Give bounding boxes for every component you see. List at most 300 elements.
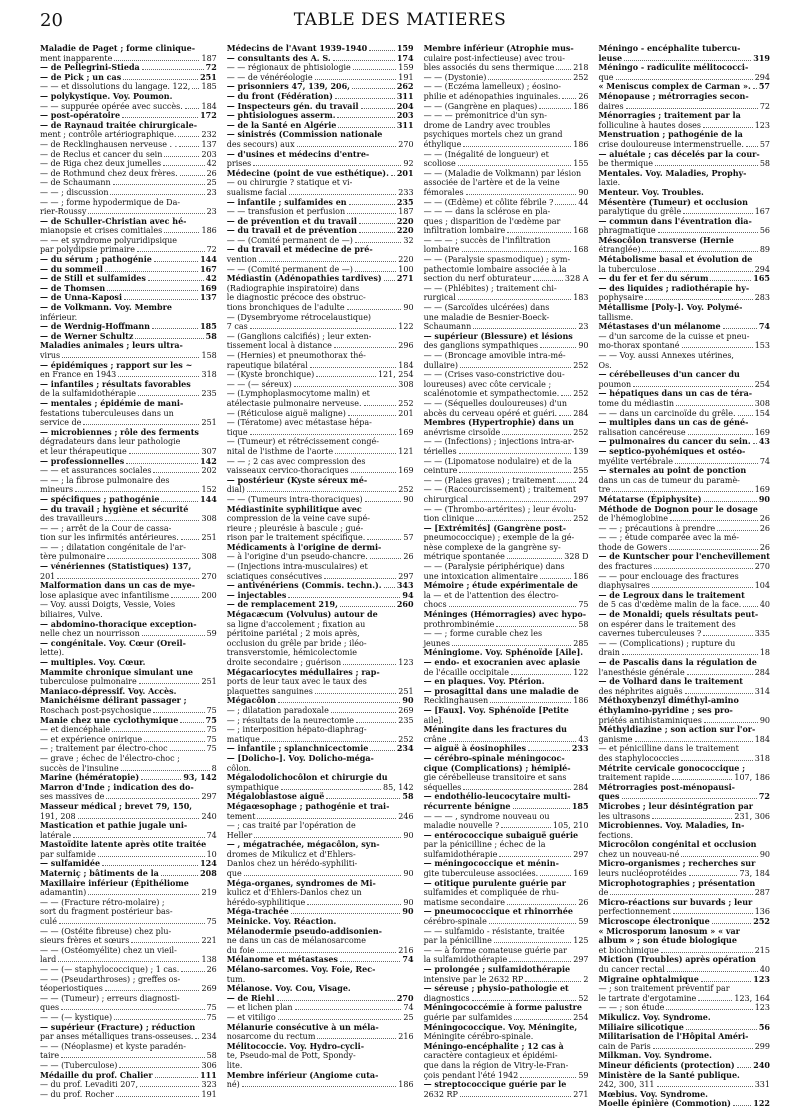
entry-text: paralytique du grêle — [598, 207, 682, 217]
leader-dots — [192, 88, 199, 89]
entry-text: l'anesthésie générale — [598, 667, 685, 677]
index-entry — [424, 907, 589, 917]
index-entry — [40, 840, 217, 850]
leader-dots — [507, 558, 562, 559]
leader-dots — [335, 98, 395, 99]
leader-dots — [137, 251, 205, 252]
entry-text: par la pénicilline ; échec de la — [423, 840, 546, 850]
entry-text: jeunes — [423, 638, 450, 648]
entry-text: et leur thérapeutique — [40, 446, 127, 456]
page-ref: 308 — [201, 514, 217, 524]
index-entry — [599, 1071, 770, 1081]
leader-dots — [489, 923, 577, 924]
entry-text: Militarisation de l'Hôpital Améri- — [598, 1031, 749, 1042]
index-entry — [40, 514, 217, 524]
entry-text: — — ; discussion — [40, 187, 109, 197]
entry-text: — — (— kystique) — [40, 1012, 113, 1022]
entry-text: thode de Gowers — [598, 542, 668, 552]
leader-dots — [642, 251, 757, 252]
entry-text: — épidémiques ; rapport sur les ~ — [40, 359, 193, 370]
entry-text: vention — [226, 255, 257, 265]
entry-text: — et vitiligo — [226, 1012, 276, 1022]
entry-text: Menteur. Voy. Troubles. — [598, 186, 704, 197]
page-ref: 90 — [402, 906, 414, 917]
page-ref: 123 — [398, 658, 414, 667]
entry-text: Mélanome et métastases — [226, 954, 338, 965]
leader-dots — [712, 923, 752, 924]
leader-dots — [723, 328, 757, 329]
entry-text: inférieur. — [40, 312, 78, 322]
leader-dots — [181, 539, 200, 540]
entry-text: — de Monaldi; quels résultats peut- — [598, 609, 759, 620]
leader-dots — [178, 136, 199, 137]
entry-text: — hépatiques dans un cas de téra- — [598, 388, 753, 399]
index-entry — [40, 437, 217, 447]
index-entry — [599, 840, 770, 850]
leader-dots — [624, 60, 751, 61]
index-entry — [599, 620, 770, 630]
page-ref: 270 — [754, 562, 770, 572]
entry-text: une intoxication alimentaire — [423, 571, 538, 581]
entry-text: rier-Roussy — [40, 207, 87, 217]
entry-text: par anses métalliques trans-osseuses. — [40, 1032, 194, 1042]
entry-text: — — (Thrombo-artérites) ; leur évolu- — [423, 504, 577, 514]
page-ref: 74 — [403, 1003, 414, 1013]
leader-dots — [626, 108, 758, 109]
entry-text: Mentales. Voy. Maladies, Prophy- — [598, 167, 747, 178]
leader-dots — [164, 232, 199, 233]
entry-text: Masseur médical ; brevet 79, 150, — [40, 800, 193, 811]
leader-dots — [114, 1019, 204, 1020]
entry-text: Métastases d'un mélanome — [598, 321, 721, 332]
entry-text: — — (Inégalité de longueur) et — [423, 149, 549, 159]
entry-text: — [Extrémités] (Gangrène post- — [423, 522, 567, 533]
entry-text: Métabolisme basal et évolution de — [598, 254, 753, 265]
entry-text: — (Kyste bronchique) — [226, 370, 315, 380]
index-entry — [599, 955, 770, 965]
entry-text: Mastication et pathie jugale uni- — [40, 820, 188, 831]
page-ref: 307 — [201, 446, 217, 456]
entry-text: atélectasie pulmonaire nerveuse. — [226, 398, 362, 408]
leader-dots — [164, 156, 199, 157]
index-entry — [227, 409, 414, 419]
entry-text: — endo- et exocranien avec aplasie — [423, 657, 581, 667]
leader-dots — [131, 942, 199, 943]
entry-text: — sternales au point de ponction — [598, 465, 747, 476]
page-ref: 90 — [578, 341, 589, 351]
index-entry — [424, 812, 589, 822]
index-entry — [424, 255, 589, 265]
page-ref: 125 — [573, 936, 589, 946]
index-entry — [40, 130, 217, 140]
entry-text: Recklinghausen — [423, 696, 489, 706]
index-entry — [424, 552, 589, 562]
index-entry — [40, 121, 217, 131]
page-ref: 26 — [403, 552, 414, 562]
index-entry — [40, 73, 217, 83]
entry-text: Médecins de l'Avant 1939-1940 — [226, 43, 368, 53]
entry-text: — — ; étude comparée avec la mé- — [598, 533, 739, 543]
leader-dots — [105, 520, 199, 521]
entry-text: — (Tumeur) et rétrécissement congé- — [226, 437, 379, 447]
index-entry — [227, 418, 414, 428]
index-entry — [424, 965, 589, 975]
index-entry — [40, 1090, 217, 1100]
leader-dots — [704, 722, 758, 723]
entry-text: — de la Santé en Algérie — [226, 119, 337, 130]
leader-dots — [124, 299, 198, 300]
index-entry — [599, 533, 770, 543]
leader-dots — [349, 204, 395, 205]
entry-text: une maladie de Besnier-Boeck- — [423, 312, 550, 322]
page-ref: 306 — [201, 1060, 217, 1070]
leader-dots — [698, 1000, 732, 1001]
index-entry — [599, 255, 770, 265]
entry-text: Micro-réactions sur buvards ; leur — [598, 896, 753, 907]
page-ref: 297 — [201, 792, 217, 802]
index-entry — [424, 1051, 589, 1061]
page-ref: 165 — [753, 273, 770, 284]
index-entry — [40, 457, 217, 467]
index-entry — [40, 505, 217, 515]
index-entry — [40, 341, 217, 351]
leader-dots — [502, 434, 571, 435]
leader-dots — [278, 702, 401, 703]
page-ref: 72 — [206, 245, 217, 255]
page-ref: 220 — [396, 225, 414, 236]
entry-text: térielles — [423, 446, 457, 456]
entry-text: ques — [598, 791, 620, 802]
page-ref: 58 — [759, 159, 770, 169]
page-ref: 185 — [201, 82, 217, 92]
entry-text: Milkman. Voy. Syndrome. — [598, 1050, 712, 1061]
entry-text: éthylamino-pyridine ; ses pro- — [598, 704, 733, 715]
leader-dots — [675, 463, 758, 464]
index-entry — [227, 1051, 414, 1061]
entry-text: Marine (hémératopie) — [40, 772, 140, 783]
entry-text: — [Faux]. Voy. Sphénoïde [Petite — [423, 704, 569, 715]
page-ref: 26 — [206, 168, 217, 178]
page-ref: 167 — [200, 263, 217, 274]
leader-dots — [710, 280, 751, 281]
entry-text: cavernes tuberculeuses ? — [598, 629, 702, 639]
entry-text: Ménorragies ; traitement par la — [598, 110, 741, 121]
index-entry — [424, 341, 589, 351]
leader-dots — [753, 88, 757, 89]
entry-text: hérédo-syphilitique — [226, 897, 306, 907]
index-entry — [227, 1003, 414, 1013]
leader-dots — [359, 232, 395, 233]
entry-text: lard — [40, 955, 57, 965]
entry-text: diaphysaires — [598, 581, 650, 591]
page-ref: 308 — [398, 379, 414, 389]
leader-dots — [704, 501, 757, 502]
page-ref: 308 — [201, 552, 217, 562]
entry-text: que — [598, 72, 614, 82]
leader-dots — [689, 875, 738, 876]
index-entry — [227, 130, 414, 140]
page-ref: 10 — [206, 849, 217, 859]
entry-text: daires — [598, 101, 624, 111]
leader-dots — [540, 347, 576, 348]
leader-dots — [348, 415, 396, 416]
leader-dots — [635, 741, 753, 742]
entry-text: Menstruation ; pathogénie de la — [598, 129, 743, 140]
index-entry — [40, 140, 217, 150]
index-entry — [227, 677, 414, 687]
page-ref: 231, 306 — [734, 811, 770, 821]
entry-text: Microphotographies ; présentation — [598, 877, 756, 888]
entry-text: Mastoïdite latente après otite traitée — [40, 839, 207, 850]
page-ref: 25 — [403, 1012, 414, 1022]
page-ref: 203 — [201, 149, 217, 159]
entry-text: leurs nucléoprotéides — [598, 869, 687, 879]
leader-dots — [73, 837, 204, 838]
index-entry — [599, 476, 770, 486]
entry-text: Mésocôlon transverse (Hernie — [598, 234, 734, 245]
entry-text: (Radiographie inspiratoire) dans — [226, 283, 360, 293]
leader-dots — [490, 702, 571, 703]
entry-text: Schaumann — [423, 322, 472, 332]
page-ref: 32 — [403, 235, 414, 245]
leader-dots — [513, 808, 570, 809]
page-ref: 40 — [759, 965, 770, 974]
entry-text: traitement rapide — [598, 773, 671, 783]
index-entry — [424, 111, 589, 121]
leader-dots — [673, 913, 753, 914]
entry-text: mo-thorax spontané — [598, 341, 680, 351]
entry-text: — — ; forme hypodermique de Da- — [40, 197, 181, 207]
index-entry — [227, 812, 414, 822]
page-ref: 234 — [396, 743, 414, 754]
index-column — [226, 43, 414, 1090]
leader-dots — [687, 674, 753, 675]
page-ref: 233 — [571, 743, 589, 754]
entry-text: — d'usines et médecins d'entre- — [226, 148, 370, 159]
page-ref: 74 — [206, 830, 217, 840]
entry-text: Médaille du prof. Chalier — [40, 1069, 153, 1080]
entry-text: Marron d'Inde ; indication des do- — [40, 781, 194, 792]
page-number: 20 — [40, 10, 63, 31]
entry-text: éthylique — [423, 139, 462, 149]
entry-text: Métallisme [Poly-]. Voy. Polymé- — [598, 302, 743, 313]
page-ref: 167 — [754, 207, 770, 217]
leader-dots — [449, 606, 577, 607]
entry-text: — — (Raccourcissement) ; traitement — [423, 485, 577, 495]
index-entry — [227, 485, 414, 495]
leader-dots — [476, 520, 571, 521]
page-ref: 252 — [573, 514, 589, 524]
leader-dots — [333, 60, 395, 61]
page-ref: 318 — [201, 370, 217, 380]
page-ref: 235 — [396, 196, 414, 207]
index-entry — [424, 879, 589, 889]
entry-text: latérale — [40, 830, 72, 840]
entry-text: matique — [226, 734, 260, 744]
page-ref: 75 — [206, 1012, 217, 1022]
page-ref: 159 — [396, 43, 414, 53]
leader-dots — [119, 1067, 199, 1068]
index-entry — [227, 351, 414, 361]
leader-dots — [520, 1077, 576, 1078]
index-entry — [40, 226, 217, 236]
entry-text: — — (Eczéma lamelleux) ; éosino- — [423, 82, 561, 92]
entry-text: les ultrasons — [598, 811, 651, 821]
leader-dots — [655, 165, 758, 166]
entry-text: Microbiennes. Voy. Maladies, In- — [598, 820, 745, 831]
page-ref: 57 — [403, 533, 414, 543]
entry-text: 191, 208 — [40, 811, 76, 821]
page-ref: 184 — [754, 734, 770, 744]
index-entry — [227, 505, 414, 515]
index-entry — [227, 361, 414, 371]
index-entry — [40, 1071, 217, 1081]
leader-dots — [509, 961, 571, 962]
index-entry — [424, 505, 589, 515]
page-ref: 169 — [573, 869, 589, 879]
page-ref: 85, 142 — [383, 782, 414, 792]
index-entry — [40, 169, 217, 179]
page-ref: 42 — [206, 159, 217, 169]
page-ref: 216 — [398, 1032, 414, 1042]
entry-text: bles associés du sens thermique — [423, 63, 555, 73]
entry-text: Mammite chronique simulant une — [40, 666, 194, 677]
entry-text: Méthoxybenzyl diméthyl-amino — [598, 695, 739, 706]
index-entry — [40, 524, 217, 534]
index-entry — [424, 658, 589, 668]
entry-text: — et lichen plan — [226, 1003, 293, 1013]
entry-text: — de Still et sulfamides — [40, 273, 146, 284]
index-entry — [227, 668, 414, 678]
index-entry — [424, 524, 589, 534]
page-ref: 121 — [398, 446, 414, 456]
index-entry — [227, 150, 414, 160]
entry-text: Ministère de la Santé publique. — [598, 1069, 740, 1080]
page-ref: 270 — [398, 139, 414, 149]
entry-text: tuberculose pulmonaire — [40, 677, 137, 687]
page-ref: 186 — [573, 696, 589, 706]
page-ref: 240 — [753, 1059, 770, 1070]
entry-text: Mémoire ; étude expérimentale de — [423, 580, 578, 591]
index-entry — [40, 591, 217, 601]
page-ref: 144 — [200, 493, 217, 504]
entry-text: — ; traitement par électro-choc — [40, 744, 168, 754]
entry-text: — — et assurances sociales — [40, 466, 152, 476]
page-ref: 105, 210 — [552, 821, 589, 831]
page-ref: 57 — [758, 81, 770, 92]
page-ref: 168 — [573, 245, 589, 255]
page-ref: 284 — [573, 408, 589, 418]
index-entry — [40, 178, 217, 188]
entry-text: — — (Lipomatose nodulaire) et de la — [423, 456, 572, 466]
index-entry — [424, 293, 589, 303]
leader-dots — [460, 1096, 571, 1097]
leader-dots — [501, 827, 551, 828]
page-ref: 94 — [402, 589, 414, 600]
page-ref: 308 — [754, 398, 770, 408]
page-ref: 323 — [201, 1080, 217, 1090]
entry-text: — — (Ostéite fibreuse) chez plu- — [40, 926, 172, 936]
index-entry — [424, 178, 589, 188]
page-ref: 215 — [754, 945, 770, 955]
page-ref: 72 — [759, 101, 770, 111]
index-entry — [424, 1042, 589, 1052]
leader-dots — [384, 587, 395, 588]
page-ref: 172 — [200, 110, 217, 121]
entry-text: — de Pellegrini-Stieda — [40, 62, 140, 73]
index-entry — [424, 102, 589, 112]
index-entry — [227, 629, 414, 639]
page-ref: 186 — [201, 226, 217, 236]
entry-text: — du fer et fer du sérum — [598, 273, 709, 284]
index-entry — [599, 198, 770, 208]
leader-dots — [112, 731, 204, 732]
index-entry — [599, 44, 770, 54]
leader-dots — [244, 875, 402, 876]
entry-text: culaire post-infectieuse) avec trou- — [423, 53, 565, 63]
page-ref: 72 — [205, 62, 217, 73]
page-ref: 297 — [573, 955, 589, 965]
leader-dots — [703, 127, 753, 128]
page-ref: 270 — [396, 992, 414, 1003]
index-entry — [40, 150, 217, 160]
entry-text: de l'écaille occipitale — [423, 667, 509, 677]
page-ref: 252 — [573, 389, 589, 399]
entry-text: — — Voy. aussi Annexes utérines, — [598, 351, 734, 360]
entry-text: — phtisiologues asserm. — [226, 110, 336, 121]
page-ref: 187 — [201, 53, 217, 63]
entry-text: tallisme. — [598, 312, 634, 322]
page-ref: 287 — [754, 888, 770, 898]
page-ref: 235 — [398, 715, 414, 725]
entry-text: — — et syndrome polyuridipsique — [40, 235, 178, 245]
leader-dots — [351, 472, 397, 473]
page-ref: 246 — [398, 811, 414, 821]
entry-text: tion clinique — [423, 514, 475, 524]
leader-dots — [331, 712, 396, 713]
entry-text: — — — , syndrome nouveau ou — [423, 811, 550, 821]
leader-dots — [347, 309, 402, 310]
entry-text: — et pénicilline dans le traitement — [598, 744, 739, 754]
page-ref: 142 — [200, 455, 217, 466]
entry-text: Mélano-sarcomes. Voy. Foie, Rec- — [226, 964, 376, 974]
entry-text: Médecine (point de vue esthétique). — [226, 167, 389, 178]
page-ref: 123 — [754, 120, 770, 130]
entry-text: — de Rothmund chez deux frères. — [40, 168, 178, 178]
index-entry — [424, 370, 589, 380]
page-ref: 296 — [398, 341, 414, 351]
index-entry — [599, 236, 770, 246]
page-ref: 252 — [398, 485, 414, 495]
entry-text: — — (Œdème) et côlite fébrile ? — [423, 197, 554, 207]
entry-text: aile]. — [423, 715, 444, 725]
leader-dots — [242, 1086, 397, 1087]
entry-text: Micro-organismes ; recherches sur — [598, 858, 756, 869]
entry-text: — (Lymphoplasmocytome malin) et — [226, 389, 370, 399]
entry-text: récurrente bénigne — [423, 800, 511, 811]
entry-text: — — (Infections) ; injections intra-ar- — [423, 437, 575, 447]
index-entry — [227, 562, 414, 572]
entry-text: de 5 cas d'œdème malin de la face. — [598, 600, 742, 610]
entry-text: — et diencéphale — [40, 725, 111, 735]
index-entry — [599, 572, 770, 582]
index-entry — [227, 1080, 414, 1090]
index-entry — [424, 840, 589, 850]
index-entry — [424, 399, 589, 409]
index-entry — [40, 562, 217, 572]
leader-dots — [340, 606, 395, 607]
leader-dots — [507, 232, 571, 233]
